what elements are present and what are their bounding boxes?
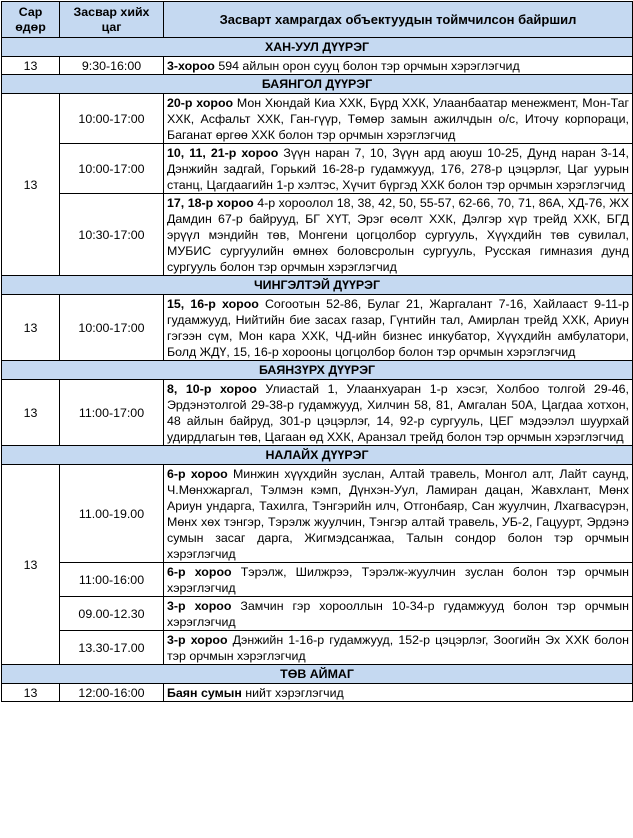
time-cell: 11.00-19.00 [60, 465, 164, 563]
location-cell [164, 380, 633, 446]
location-cell [164, 295, 633, 361]
district-name: НАЛАЙХ ДҮҮРЭГ [2, 446, 633, 465]
time-cell: 12:00-16:00 [60, 684, 164, 702]
location-text: Мон Хюндай Киа ХХК, Бүрд ХХК, Улаанбаатар менежмент, Мон-Таг ХХК, Асфальт ХХК, Ган-гүүр, Төмөр замын ажилчдын о/с, Иточу корпораци, Баганат өргөө ХХК болон тэр орчмын хэрэглэгчид [167, 96, 629, 142]
khoroo-label: 17, 18-р хороо [167, 196, 254, 210]
location-cell [164, 631, 633, 665]
time-cell: 10:00-17:00 [60, 144, 164, 194]
table-row [2, 563, 633, 597]
location-text: Дэнжийн 1-16-р гудамжууд, 152-р цэцэрлэг, Зоогийн Эх ХХК болон тэр орчмын хэрэглэгчид [167, 633, 629, 663]
district-row [2, 361, 633, 380]
khoroo-label: 6-р хороо [167, 467, 228, 481]
khoroo-label: 3-р хороо [167, 599, 232, 613]
location-text: Улиастай 1, Улаанхуаран 1-р хэсэг, Холбоо толгой 29-46, Эрдэнэтолгой 29-38-р гудамжууд, Хилчин 58, 81, Амгалан 50А, Цагдаа хотхон, 48 айлын байруд, 301-р цэцэрлэг, 14, 92-р сургууль, ЦЕГ мэдээлэл шуурхай удирдлагын төв, Цагаан өд ХХК, Аранзал трейд болон тэр орчмын хэрэглэгчид [167, 382, 629, 444]
table-row [2, 631, 633, 665]
location-cell [164, 194, 633, 276]
table-row [2, 94, 633, 144]
outage-schedule-table [1, 1, 633, 702]
table-row [2, 597, 633, 631]
khoroo-label: 10, 11, 21-р хороо [167, 146, 279, 160]
khoroo-label: Баян сумын [167, 686, 242, 700]
location-cell [164, 597, 633, 631]
location-text: Тэрэлж, Шилжрээ, Тэрэлж-жуулчин зуслан болон тэр орчмын хэрэглэгчид [167, 565, 630, 595]
header-day: Сар өдөр [2, 2, 60, 38]
location-text: Замчин гэр хорооллын 10-34-р гудамжууд болон тэр орчмын хэрэглэгчид [167, 599, 629, 629]
location-cell [164, 144, 633, 194]
district-name: ЧИНГЭЛТЭЙ ДҮҮРЭГ [2, 276, 633, 295]
location-cell [164, 94, 633, 144]
khoroo-label: 3-хороо [167, 59, 215, 73]
header-row [2, 2, 633, 38]
time-cell: 9:30-16:00 [60, 57, 164, 75]
khoroo-label: 3-р хороо [167, 633, 228, 647]
day-cell: 13 [2, 295, 60, 361]
time-cell: 09.00-12.30 [60, 597, 164, 631]
location-cell [164, 465, 633, 563]
location-text: Зүүн наран 7, 10, Зүүн ард аюуш 10-25, Дунд наран 3-14, Дэнжийн задгай, Горький 16-28-р гудамжууд, 176, 278-р цэцэрлэг, Цаг уурын станц, Цагдаагийн 1-р хэлтэс, Хүчит бүргэд ХХК болон тэр орчмын хэрэглэгчид [167, 146, 629, 192]
khoroo-label: 20-р хороо [167, 96, 234, 110]
district-row [2, 38, 633, 57]
day-cell: 13 [2, 684, 60, 702]
table-row [2, 57, 633, 75]
location-text: Согоотын 52-86, Булаг 21, Жаргалант 7-16, Хайлааст 9-11-р гудамжууд, Нийтийн бие засах газар, Гүнтийн тал, Амирлан трейд ХХК, Ариун гэгээн сүм, Мон кара ХХК, ЧД-ийн бизнес инкубатор, Хүүхдийн амбулатори, Болд ЖДҮ, 15, 16-р хорооны цогцолбор болон тэр орчмын хэрэглэгчид [167, 297, 629, 359]
khoroo-label: 8, 10-р хороо [167, 382, 257, 396]
time-cell: 11:00-17:00 [60, 380, 164, 446]
location-cell [164, 57, 633, 75]
day-cell: 13 [2, 465, 60, 665]
district-row [2, 665, 633, 684]
table-row [2, 380, 633, 446]
time-cell: 10:30-17:00 [60, 194, 164, 276]
location-text: нийт хэрэглэгчид [241, 686, 344, 700]
district-name: БАЯНЗҮРХ ДҮҮРЭГ [2, 361, 633, 380]
time-cell: 13.30-17.00 [60, 631, 164, 665]
location-text: 594 айлын орон сууц болон тэр орчмын хэрэглэгчид [214, 59, 520, 73]
day-cell: 13 [2, 94, 60, 276]
time-cell: 11:00-16:00 [60, 563, 164, 597]
district-row [2, 276, 633, 295]
table-row [2, 144, 633, 194]
location-text: Минжин хүүхдийн зуслан, Алтай травель, Монгол алт, Лайт саунд, Ч.Мөнхжаргал, Тэлмэн кэмп, Дүнхэн-Уул, Ламиран дацан, Жавхлант, Мөнх Ариун ундарга, Тахилга, Тэнгэрийн илч, Отгонбаяр, Сан жуулчин, Лхагвасүрэн, Мөнх хөх тэнгэр, Тэрэлж жуулчин, Тэнгэр алтай травель, УБ-2, Гацуурт, Эрдэнэ сумын засаг дарга, Жигмэдсанжаа, Талын сондор болон тэр орчмын хэрэглэгчид [167, 467, 629, 561]
location-cell [164, 684, 633, 702]
district-row [2, 75, 633, 94]
table-row [2, 465, 633, 563]
header-time: Засвар хийх цаг [60, 2, 164, 38]
district-name: БАЯНГОЛ ДҮҮРЭГ [2, 75, 633, 94]
district-name: ХАН-УУЛ ДҮҮРЭГ [2, 38, 633, 57]
location-cell [164, 563, 633, 597]
time-cell: 10:00-17:00 [60, 94, 164, 144]
district-name: ТӨВ АЙМАГ [2, 665, 633, 684]
khoroo-label: 6-р хороо [167, 565, 232, 579]
day-cell: 13 [2, 57, 60, 75]
time-cell: 10:00-17:00 [60, 295, 164, 361]
day-cell: 13 [2, 380, 60, 446]
table-row [2, 295, 633, 361]
district-row [2, 446, 633, 465]
header-location: Засварт хамрагдах объектуудын тоймчилсон байршил [164, 2, 633, 38]
table-row [2, 194, 633, 276]
location-text: 4-р хороолол 18, 38, 42, 50, 55-57, 62-66, 70, 71, 86А, ХД-76, ЖХ Дамдин 67-р байрууд, БГ ХҮТ, Эрэг өсөлт ХХК, Дэлгэр хүр трейд ХХК, БГД эрүүл мэндийн төв, Монгени цогцолбор сургууль, Хүүхдийн төв сувилал, МУБИС сургуулийн өмнөх боловсролын сургууль, Русская гимназия дунд сургууль болон тэр орчмын хэрэглэгчид [167, 196, 629, 274]
table-row [2, 684, 633, 702]
khoroo-label: 15, 16-р хороо [167, 297, 259, 311]
